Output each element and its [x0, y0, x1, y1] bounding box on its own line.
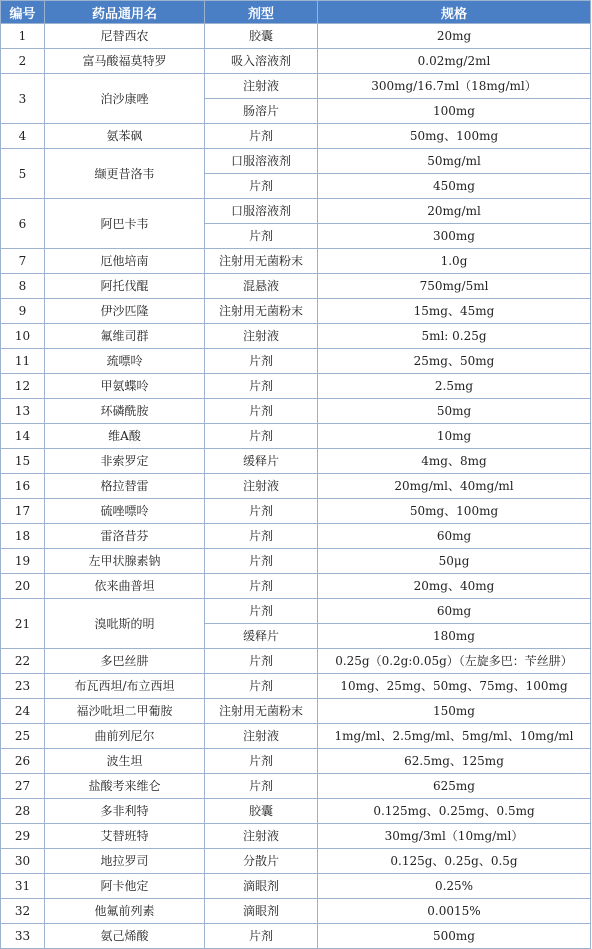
- table-row: [1, 374, 591, 399]
- row-number: 5: [1, 149, 45, 199]
- drug-name: 地拉罗司: [45, 849, 205, 874]
- table-row: [1, 724, 591, 749]
- specification: 4mg、8mg: [318, 449, 591, 474]
- specification: 0.125mg、0.25mg、0.5mg: [318, 799, 591, 824]
- row-number: 31: [1, 874, 45, 899]
- specification: 0.02mg/2ml: [318, 49, 591, 74]
- row-number: 28: [1, 799, 45, 824]
- row-number: 26: [1, 749, 45, 774]
- table-row: [1, 49, 591, 74]
- dosage-form: 注射液: [205, 74, 318, 99]
- dosage-form: 片剂: [205, 174, 318, 199]
- drug-name: 艾替班特: [45, 824, 205, 849]
- row-number: 24: [1, 699, 45, 724]
- row-number: 6: [1, 199, 45, 249]
- drug-name: 维A酸: [45, 424, 205, 449]
- row-number: 17: [1, 499, 45, 524]
- row-number: 13: [1, 399, 45, 424]
- row-number: 30: [1, 849, 45, 874]
- drug-name: 阿巴卡韦: [45, 199, 205, 249]
- drug-name: 格拉替雷: [45, 474, 205, 499]
- specification: 10mg: [318, 424, 591, 449]
- table-row: [1, 24, 591, 49]
- dosage-form: 注射液: [205, 324, 318, 349]
- specification: 25mg、50mg: [318, 349, 591, 374]
- specification: 20mg: [318, 24, 591, 49]
- specification: 180mg: [318, 624, 591, 649]
- drug-name: 他氟前列素: [45, 899, 205, 924]
- row-number: 12: [1, 374, 45, 399]
- dosage-form: 口服溶液剂: [205, 199, 318, 224]
- specification: 50mg、100mg: [318, 499, 591, 524]
- table-row: [1, 524, 591, 549]
- row-number: 15: [1, 449, 45, 474]
- dosage-form: 缓释片: [205, 624, 318, 649]
- row-number: 22: [1, 649, 45, 674]
- row-number: 33: [1, 924, 45, 949]
- specification: 50mg/ml: [318, 149, 591, 174]
- dosage-form: 片剂: [205, 649, 318, 674]
- specification: 10mg、25mg、50mg、75mg、100mg: [318, 674, 591, 699]
- row-number: 32: [1, 899, 45, 924]
- specification: 1mg/ml、2.5mg/ml、5mg/ml、10mg/ml: [318, 724, 591, 749]
- row-number: 16: [1, 474, 45, 499]
- dosage-form: 肠溶片: [205, 99, 318, 124]
- dosage-form: 片剂: [205, 599, 318, 624]
- dosage-form: 吸入溶液剂: [205, 49, 318, 74]
- table-row: [1, 824, 591, 849]
- drug-name: 溴吡斯的明: [45, 599, 205, 649]
- header-dosage-form: 剂型: [205, 1, 318, 24]
- table-row: [1, 199, 591, 224]
- dosage-form: 片剂: [205, 349, 318, 374]
- dosage-form: 注射液: [205, 824, 318, 849]
- row-number: 25: [1, 724, 45, 749]
- row-number: 11: [1, 349, 45, 374]
- specification: 0.0015%: [318, 899, 591, 924]
- dosage-form: 片剂: [205, 374, 318, 399]
- table-row: [1, 149, 591, 174]
- specification: 30mg/3ml（10mg/ml）: [318, 824, 591, 849]
- table-row: [1, 799, 591, 824]
- dosage-form: 片剂: [205, 224, 318, 249]
- table-row: [1, 424, 591, 449]
- row-number: 9: [1, 299, 45, 324]
- table-row: [1, 924, 591, 949]
- row-number: 1: [1, 24, 45, 49]
- dosage-form: 注射用无菌粉末: [205, 699, 318, 724]
- specification: 300mg/16.7ml（18mg/ml）: [318, 74, 591, 99]
- drug-name: 雷洛昔芬: [45, 524, 205, 549]
- row-number: 27: [1, 774, 45, 799]
- table-row: [1, 649, 591, 674]
- specification: 60mg: [318, 599, 591, 624]
- drug-name: 布瓦西坦/布立西坦: [45, 674, 205, 699]
- specification: 100mg: [318, 99, 591, 124]
- table-row: [1, 599, 591, 624]
- header-row: [1, 1, 591, 24]
- specification: 500mg: [318, 924, 591, 949]
- row-number: 19: [1, 549, 45, 574]
- dosage-form: 分散片: [205, 849, 318, 874]
- table-row: [1, 474, 591, 499]
- row-number: 3: [1, 74, 45, 124]
- drug-name: 左甲状腺素钠: [45, 549, 205, 574]
- dosage-form: 片剂: [205, 524, 318, 549]
- drug-name: 阿卡他定: [45, 874, 205, 899]
- drug-name: 氟维司群: [45, 324, 205, 349]
- table-row: [1, 899, 591, 924]
- table-row: [1, 124, 591, 149]
- table-row: [1, 299, 591, 324]
- row-number: 7: [1, 249, 45, 274]
- specification: 300mg: [318, 224, 591, 249]
- dosage-form: 片剂: [205, 549, 318, 574]
- row-number: 29: [1, 824, 45, 849]
- drug-name: 曲前列尼尔: [45, 724, 205, 749]
- dosage-form: 片剂: [205, 574, 318, 599]
- dosage-form: 片剂: [205, 424, 318, 449]
- table-row: [1, 574, 591, 599]
- dosage-form: 胶囊: [205, 799, 318, 824]
- drug-name: 阿托伐醌: [45, 274, 205, 299]
- drug-name: 厄他培南: [45, 249, 205, 274]
- specification: 0.125g、0.25g、0.5g: [318, 849, 591, 874]
- table-row: [1, 249, 591, 274]
- dosage-form: 滴眼剂: [205, 874, 318, 899]
- table-row: [1, 674, 591, 699]
- specification: 450mg: [318, 174, 591, 199]
- drug-name: 环磷酰胺: [45, 399, 205, 424]
- drug-name: 巯嘌呤: [45, 349, 205, 374]
- drug-name: 富马酸福莫特罗: [45, 49, 205, 74]
- row-number: 21: [1, 599, 45, 649]
- drug-name: 多非利特: [45, 799, 205, 824]
- table-row: [1, 749, 591, 774]
- drug-name: 氨苯砜: [45, 124, 205, 149]
- drug-name: 尼替西农: [45, 24, 205, 49]
- row-number: 10: [1, 324, 45, 349]
- specification: 0.25g（0.2g:0.05g）（左旋多巴：苄丝肼）: [318, 649, 591, 674]
- table-row: [1, 549, 591, 574]
- specification: 2.5mg: [318, 374, 591, 399]
- dosage-form: 注射液: [205, 724, 318, 749]
- specification: 62.5mg、125mg: [318, 749, 591, 774]
- specification: 20mg/ml: [318, 199, 591, 224]
- specification: 50mg、100mg: [318, 124, 591, 149]
- table-row: [1, 399, 591, 424]
- table-row: [1, 774, 591, 799]
- dosage-form: 注射用无菌粉末: [205, 299, 318, 324]
- dosage-form: 片剂: [205, 499, 318, 524]
- dosage-form: 片剂: [205, 774, 318, 799]
- drug-name: 多巴丝肼: [45, 649, 205, 674]
- table-row: [1, 74, 591, 99]
- specification: 60mg: [318, 524, 591, 549]
- specification: 750mg/5ml: [318, 274, 591, 299]
- specification: 1.0g: [318, 249, 591, 274]
- drug-name: 盐酸考来维仑: [45, 774, 205, 799]
- table-row: [1, 324, 591, 349]
- drug-name: 缬更昔洛韦: [45, 149, 205, 199]
- dosage-form: 片剂: [205, 674, 318, 699]
- specification: 50mg: [318, 399, 591, 424]
- specification: 150mg: [318, 699, 591, 724]
- specification: 15mg、45mg: [318, 299, 591, 324]
- dosage-form: 注射液: [205, 474, 318, 499]
- dosage-form: 滴眼剂: [205, 899, 318, 924]
- dosage-form: 混悬液: [205, 274, 318, 299]
- dosage-form: 片剂: [205, 749, 318, 774]
- table-body: [1, 24, 591, 949]
- row-number: 14: [1, 424, 45, 449]
- drug-name: 氨己烯酸: [45, 924, 205, 949]
- row-number: 18: [1, 524, 45, 549]
- drug-name: 甲氨蝶呤: [45, 374, 205, 399]
- dosage-form: 片剂: [205, 924, 318, 949]
- specification: 0.25%: [318, 874, 591, 899]
- table-row: [1, 499, 591, 524]
- specification: 5ml: 0.25g: [318, 324, 591, 349]
- row-number: 4: [1, 124, 45, 149]
- dosage-form: 缓释片: [205, 449, 318, 474]
- specification: 20mg/ml、40mg/ml: [318, 474, 591, 499]
- header-drug-name: 药品通用名: [45, 1, 205, 24]
- table-row: [1, 274, 591, 299]
- dosage-form: 胶囊: [205, 24, 318, 49]
- drug-name: 伊沙匹隆: [45, 299, 205, 324]
- header-specification: 规格: [318, 1, 591, 24]
- row-number: 23: [1, 674, 45, 699]
- table-row: [1, 874, 591, 899]
- drug-name: 福沙吡坦二甲葡胺: [45, 699, 205, 724]
- dosage-form: 口服溶液剂: [205, 149, 318, 174]
- dosage-form: 注射用无菌粉末: [205, 249, 318, 274]
- table-row: [1, 449, 591, 474]
- specification: 20mg、40mg: [318, 574, 591, 599]
- drug-name: 非索罗定: [45, 449, 205, 474]
- drug-name: 泊沙康唑: [45, 74, 205, 124]
- table-row: [1, 849, 591, 874]
- row-number: 2: [1, 49, 45, 74]
- table-row: [1, 349, 591, 374]
- drug-name: 硫唑嘌呤: [45, 499, 205, 524]
- drug-name: 波生坦: [45, 749, 205, 774]
- header-number: 编号: [1, 1, 45, 24]
- row-number: 20: [1, 574, 45, 599]
- table-row: [1, 699, 591, 724]
- dosage-form: 片剂: [205, 399, 318, 424]
- specification: 625mg: [318, 774, 591, 799]
- drug-name: 依来曲普坦: [45, 574, 205, 599]
- specification: 50μg: [318, 549, 591, 574]
- row-number: 8: [1, 274, 45, 299]
- dosage-form: 片剂: [205, 124, 318, 149]
